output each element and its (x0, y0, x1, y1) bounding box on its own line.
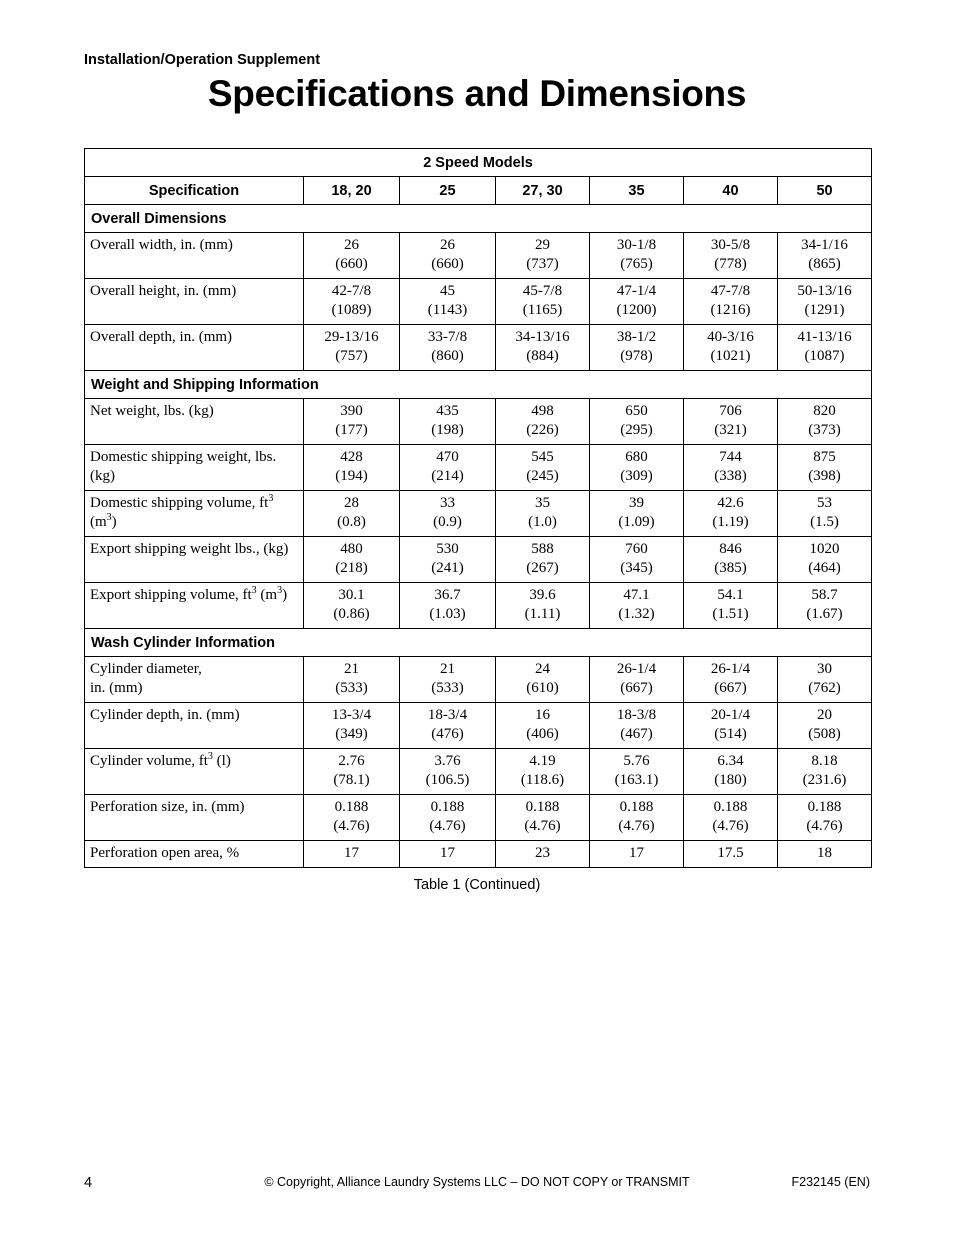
value-cell (400, 325, 496, 371)
value-cell (400, 703, 496, 749)
value-cell (684, 491, 778, 537)
table-row (85, 657, 872, 703)
value-cell (590, 445, 684, 491)
value-metric: (1.5) (810, 514, 839, 530)
value-cell (684, 657, 778, 703)
value-cell (590, 233, 684, 279)
value-cell (590, 279, 684, 325)
value-metric: (667) (714, 680, 747, 696)
table-row (85, 583, 872, 629)
table-caption: Table 1 (Continued) (413, 877, 541, 893)
value-metric: (385) (714, 560, 747, 576)
value-cell (304, 325, 400, 371)
column-header-model: 40 (684, 177, 778, 205)
value-primary: 3.76 (434, 753, 461, 769)
value-primary: 29 (535, 237, 550, 253)
value-primary: 42-7/8 (331, 283, 372, 299)
value-primary: 17 (440, 845, 455, 861)
value-primary: 17 (344, 845, 359, 861)
row-label: Cylinder depth, in. (mm) (85, 703, 304, 749)
value-cell (778, 445, 872, 491)
value-cell (304, 795, 400, 841)
value-primary: 0.188 (430, 799, 465, 815)
value-primary: 45-7/8 (522, 283, 563, 299)
value-metric: (0.8) (337, 514, 366, 530)
value-cell (496, 657, 590, 703)
value-cell (400, 445, 496, 491)
value-metric: (309) (620, 468, 653, 484)
value-primary: 0.188 (807, 799, 842, 815)
value-cell (400, 491, 496, 537)
value-primary: 30 (817, 661, 832, 677)
value-metric: (406) (526, 726, 559, 742)
value-cell (400, 279, 496, 325)
value-cell (304, 657, 400, 703)
value-cell (400, 749, 496, 795)
value-primary: 34-13/16 (515, 329, 570, 345)
value-primary: 36.7 (434, 587, 461, 603)
section-title: Overall Dimensions (85, 205, 872, 233)
value-cell (304, 749, 400, 795)
value-metric: (1291) (804, 302, 845, 318)
value-primary: 744 (719, 449, 742, 465)
value-primary: 26 (344, 237, 359, 253)
value-metric: (1.0) (528, 514, 557, 530)
table-row (85, 491, 872, 537)
value-cell (684, 703, 778, 749)
value-metric: (180) (714, 772, 747, 788)
value-primary: 30.1 (338, 587, 365, 603)
value-primary: 680 (625, 449, 648, 465)
value-metric: (373) (808, 422, 841, 438)
value-metric: (1143) (427, 302, 468, 318)
value-cell (684, 279, 778, 325)
value-cell (590, 795, 684, 841)
row-label: Domestic shipping weight, lbs. (kg) (85, 445, 304, 491)
value-primary: 428 (340, 449, 363, 465)
value-primary: 435 (436, 403, 459, 419)
value-primary: 40-3/16 (707, 329, 754, 345)
table-body (85, 205, 872, 868)
value-cell (590, 841, 684, 868)
value-primary: 28 (344, 495, 359, 511)
page-number: 4 (84, 1175, 93, 1191)
group-header: 2 Speed Models (85, 149, 872, 177)
value-cell (590, 325, 684, 371)
row-label: Export shipping volume, $ft^3$ $(m^3)$ (85, 583, 304, 629)
value-cell (304, 399, 400, 445)
value-metric: (1087) (804, 348, 845, 364)
value-primary: 0.188 (619, 799, 654, 815)
value-primary: 21 (440, 661, 455, 677)
value-primary: 846 (719, 541, 742, 557)
value-cell (304, 583, 400, 629)
value-cell (684, 537, 778, 583)
value-metric: (177) (335, 422, 368, 438)
value-metric: (1.19) (712, 514, 749, 530)
value-metric: (4.76) (712, 818, 749, 834)
value-primary: 53 (817, 495, 832, 511)
value-primary: 42.6 (717, 495, 744, 511)
value-cell (778, 657, 872, 703)
value-cell (400, 841, 496, 868)
value-primary: 0.188 (713, 799, 748, 815)
value-cell (496, 399, 590, 445)
value-primary: 58.7 (811, 587, 838, 603)
value-primary: 38-1/2 (616, 329, 657, 345)
value-primary: 30-5/8 (710, 237, 751, 253)
value-primary: 26-1/4 (616, 661, 657, 677)
value-cell (304, 841, 400, 868)
value-cell (496, 583, 590, 629)
value-primary: 35 (535, 495, 550, 511)
value-metric: (1.11) (524, 606, 561, 622)
value-primary: 5.76 (623, 753, 650, 769)
value-primary: 1020 (809, 541, 840, 557)
value-primary: 6.34 (717, 753, 744, 769)
table-row (85, 795, 872, 841)
value-metric: (765) (620, 256, 653, 272)
value-cell (590, 583, 684, 629)
table-row (85, 279, 872, 325)
value-metric: (78.1) (333, 772, 370, 788)
value-cell (496, 279, 590, 325)
value-cell (496, 325, 590, 371)
value-cell (684, 399, 778, 445)
value-primary: 875 (813, 449, 836, 465)
value-metric: (1.03) (429, 606, 466, 622)
value-primary: 480 (340, 541, 363, 557)
value-metric: (865) (808, 256, 841, 272)
value-cell (496, 841, 590, 868)
value-metric: (778) (714, 256, 747, 272)
value-metric: (218) (335, 560, 368, 576)
value-metric: (762) (808, 680, 841, 696)
value-cell (590, 703, 684, 749)
value-cell (304, 537, 400, 583)
value-cell (684, 445, 778, 491)
value-primary: 17.5 (717, 845, 744, 861)
value-primary: 33-7/8 (427, 329, 468, 345)
value-primary: 26-1/4 (710, 661, 751, 677)
value-cell (304, 703, 400, 749)
value-metric: (163.1) (614, 772, 659, 788)
value-primary: 0.188 (334, 799, 369, 815)
value-primary: 26 (440, 237, 455, 253)
value-primary: 39.6 (529, 587, 556, 603)
value-cell (590, 491, 684, 537)
value-metric: (226) (526, 422, 559, 438)
value-cell (496, 445, 590, 491)
value-metric: (267) (526, 560, 559, 576)
value-metric: (194) (335, 468, 368, 484)
value-primary: 650 (625, 403, 648, 419)
value-primary: 0.188 (525, 799, 560, 815)
value-metric: (884) (526, 348, 559, 364)
value-metric: (0.86) (333, 606, 370, 622)
value-cell (778, 583, 872, 629)
value-metric: (214) (431, 468, 464, 484)
value-cell (778, 749, 872, 795)
value-cell (496, 703, 590, 749)
section-title: Wash Cylinder Information (85, 629, 872, 657)
value-metric: (1.09) (618, 514, 655, 530)
value-metric: (321) (714, 422, 747, 438)
value-cell (778, 703, 872, 749)
value-primary: 545 (531, 449, 554, 465)
row-label: Domestic shipping volume, $ft^3$ $(m^3)$ (85, 491, 304, 537)
table-row (85, 749, 872, 795)
value-metric: (476) (431, 726, 464, 742)
value-cell (778, 399, 872, 445)
value-cell (684, 795, 778, 841)
value-cell (590, 537, 684, 583)
value-primary: 820 (813, 403, 836, 419)
value-primary: 8.18 (811, 753, 838, 769)
value-metric: (978) (620, 348, 653, 364)
row-label: Overall height, in. (mm) (85, 279, 304, 325)
row-label: Overall width, in. (mm) (85, 233, 304, 279)
value-metric: (508) (808, 726, 841, 742)
value-primary: 16 (535, 707, 550, 723)
table-row (85, 325, 872, 371)
table-row (85, 445, 872, 491)
table-row (85, 703, 872, 749)
row-label: Cylinder volume, $ft^3$ (l) (85, 749, 304, 795)
section-header-row (85, 629, 872, 657)
row-label: Net weight, lbs. (kg) (85, 399, 304, 445)
value-primary: 20-1/4 (710, 707, 751, 723)
value-metric: (667) (620, 680, 653, 696)
value-metric: (4.76) (429, 818, 466, 834)
value-metric: (1200) (616, 302, 657, 318)
column-header-model: 18, 20 (304, 177, 400, 205)
value-primary: 18-3/8 (616, 707, 657, 723)
value-cell (496, 491, 590, 537)
value-cell (778, 279, 872, 325)
value-metric: (198) (431, 422, 464, 438)
value-primary: 45 (440, 283, 455, 299)
value-cell (778, 491, 872, 537)
value-metric: (4.76) (618, 818, 655, 834)
value-metric: (1021) (710, 348, 751, 364)
table-row (85, 537, 872, 583)
value-metric: (4.76) (333, 818, 370, 834)
value-primary: 24 (535, 661, 550, 677)
value-primary: 4.19 (529, 753, 556, 769)
value-cell (684, 583, 778, 629)
value-metric: (514) (714, 726, 747, 742)
value-cell (590, 749, 684, 795)
value-metric: (4.76) (806, 818, 843, 834)
value-metric: (1.51) (712, 606, 749, 622)
section-header-row (85, 205, 872, 233)
value-metric: (0.9) (433, 514, 462, 530)
value-cell (304, 445, 400, 491)
value-metric: (1165) (522, 302, 563, 318)
value-cell (304, 491, 400, 537)
document-header: Installation/Operation Supplement (84, 52, 321, 68)
value-cell (778, 233, 872, 279)
row-label: Perforation open area, % (85, 841, 304, 868)
value-cell (590, 657, 684, 703)
row-label: Cylinder diameter, in. (mm) (85, 657, 304, 703)
value-metric: (757) (335, 348, 368, 364)
column-header-model: 25 (400, 177, 496, 205)
value-primary: 2.76 (338, 753, 365, 769)
value-cell (304, 279, 400, 325)
value-cell (778, 795, 872, 841)
copyright-notice: © Copyright, Alliance Laundry Systems LLC – DO NOT COPY or TRANSMIT (264, 1175, 690, 1189)
value-cell (400, 795, 496, 841)
column-header-row (85, 177, 872, 205)
value-primary: 29-13/16 (324, 329, 379, 345)
value-primary: 470 (436, 449, 459, 465)
value-cell (400, 657, 496, 703)
value-cell (400, 537, 496, 583)
value-cell (400, 583, 496, 629)
value-primary: 23 (535, 845, 550, 861)
value-cell (684, 841, 778, 868)
row-label: Overall depth, in. (mm) (85, 325, 304, 371)
value-primary: 18-3/4 (427, 707, 468, 723)
value-metric: (349) (335, 726, 368, 742)
column-header-model: 50 (778, 177, 872, 205)
value-cell (590, 399, 684, 445)
value-primary: 390 (340, 403, 363, 419)
value-metric: (4.76) (524, 818, 561, 834)
column-header-model: 35 (590, 177, 684, 205)
value-cell (684, 749, 778, 795)
value-metric: (1.67) (806, 606, 843, 622)
value-metric: (106.5) (425, 772, 470, 788)
value-primary: 47-1/4 (616, 283, 657, 299)
row-label: Perforation size, in. (mm) (85, 795, 304, 841)
value-cell (496, 749, 590, 795)
value-primary: 17 (629, 845, 644, 861)
column-header-specification: Specification (85, 177, 304, 205)
value-metric: (1216) (710, 302, 751, 318)
column-header-model: 27, 30 (496, 177, 590, 205)
value-primary: 706 (719, 403, 742, 419)
value-metric: (533) (335, 680, 368, 696)
value-primary: 760 (625, 541, 648, 557)
value-primary: 47-7/8 (710, 283, 751, 299)
table-row (85, 399, 872, 445)
specifications-table (84, 148, 872, 868)
row-label: Export shipping weight lbs., (kg) (85, 537, 304, 583)
value-primary: 498 (531, 403, 554, 419)
section-title: Weight and Shipping Information (85, 371, 872, 399)
value-primary: 54.1 (717, 587, 744, 603)
value-metric: (245) (526, 468, 559, 484)
value-metric: (737) (526, 256, 559, 272)
value-metric: (345) (620, 560, 653, 576)
value-primary: 588 (531, 541, 554, 557)
value-metric: (1.32) (618, 606, 655, 622)
value-primary: 30-1/8 (616, 237, 657, 253)
value-metric: (231.6) (802, 772, 847, 788)
table-row (85, 841, 872, 868)
value-primary: 50-13/16 (797, 283, 852, 299)
value-metric: (660) (335, 256, 368, 272)
page-title: Specifications and Dimensions (207, 73, 747, 114)
value-metric: (1089) (331, 302, 372, 318)
value-primary: 47.1 (623, 587, 650, 603)
value-cell (496, 537, 590, 583)
value-metric: (295) (620, 422, 653, 438)
value-primary: 20 (817, 707, 832, 723)
value-metric: (467) (620, 726, 653, 742)
value-primary: 530 (436, 541, 459, 557)
value-cell (778, 841, 872, 868)
value-metric: (464) (808, 560, 841, 576)
value-metric: (338) (714, 468, 747, 484)
value-primary: 13-3/4 (331, 707, 372, 723)
value-cell (400, 399, 496, 445)
value-cell (496, 795, 590, 841)
value-primary: 41-13/16 (797, 329, 852, 345)
value-metric: (533) (431, 680, 464, 696)
value-cell (684, 325, 778, 371)
value-cell (496, 233, 590, 279)
value-metric: (610) (526, 680, 559, 696)
value-metric: (660) (431, 256, 464, 272)
value-cell (778, 537, 872, 583)
value-primary: 21 (344, 661, 359, 677)
value-primary: 39 (629, 495, 644, 511)
value-metric: (398) (808, 468, 841, 484)
table-row (85, 233, 872, 279)
section-header-row (85, 371, 872, 399)
document-number: F232145 (EN) (791, 1175, 870, 1189)
value-metric: (241) (431, 560, 464, 576)
value-metric: (860) (431, 348, 464, 364)
value-cell (400, 233, 496, 279)
value-cell (778, 325, 872, 371)
value-metric: (118.6) (520, 772, 565, 788)
value-cell (684, 233, 778, 279)
value-primary: 33 (440, 495, 455, 511)
value-primary: 18 (817, 845, 832, 861)
value-cell (304, 233, 400, 279)
value-primary: 34-1/16 (801, 237, 848, 253)
